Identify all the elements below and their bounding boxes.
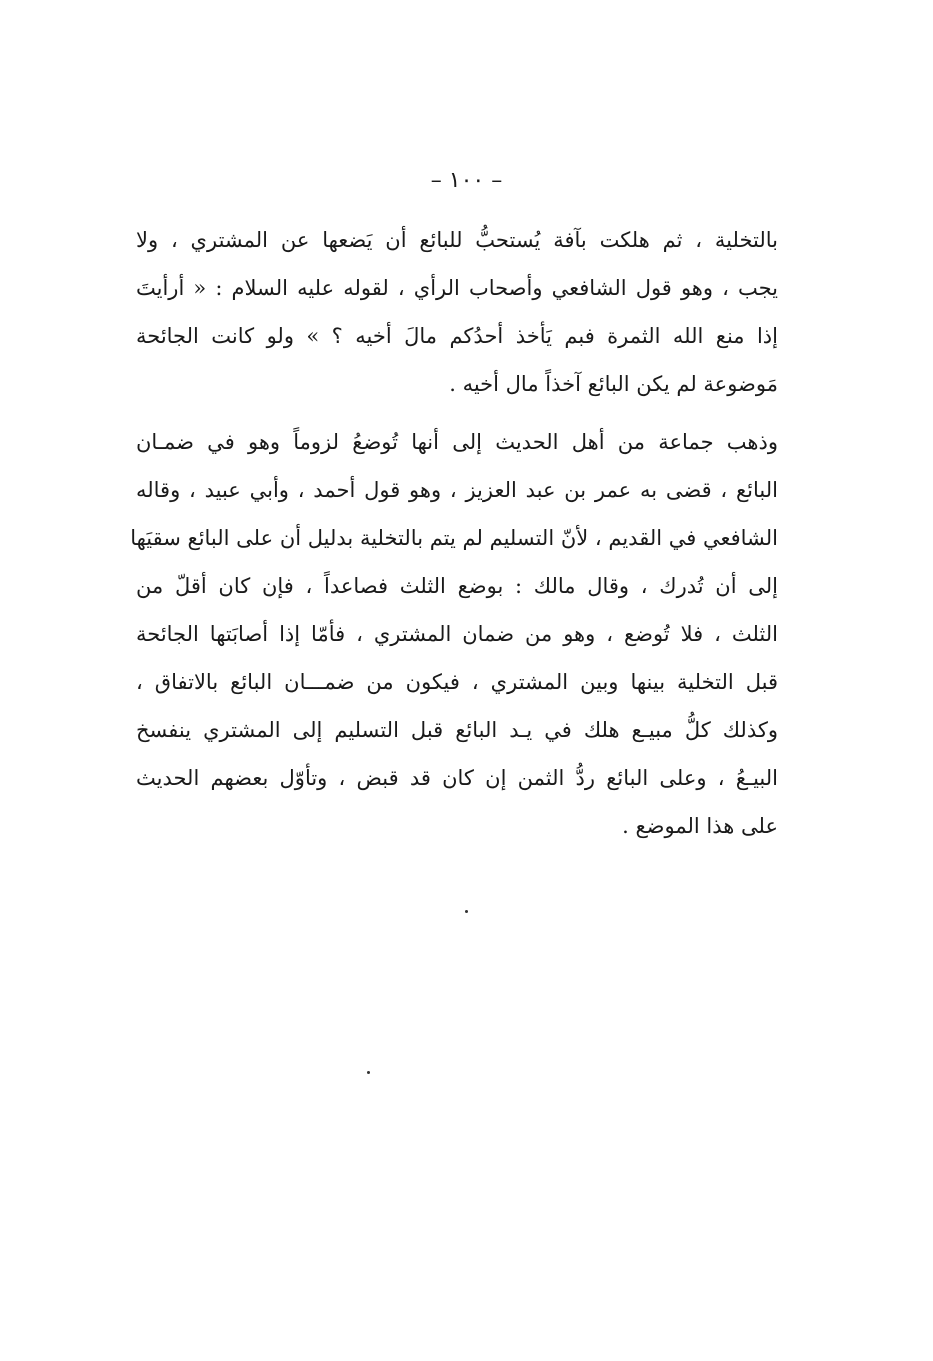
scan-speck [465, 910, 468, 913]
text-line: البيـعُ ، وعلى البائع ردُّ الثمن إن كان قد قبض ، وتأوّل بعضهم الحديث [136, 766, 778, 790]
page-number: – ١٠٠ – [430, 168, 503, 193]
text-line: على هذا الموضع . [622, 814, 778, 838]
scan-speck [367, 1071, 370, 1074]
text-line: بالتخلية ، ثم هلكت بآفة يُستحبُّ للبائع أن يَضعها عن المشتري ، ولا [136, 228, 778, 252]
text-line: قبل التخلية بينها وبين المشتري ، فيكون من ضمـــان البائع بالاتفاق ، [136, 670, 778, 694]
text-line: إذا منع الله الثمرة فبم يَأخذ أحدُكم مالَ أخيه ؟ » ولو كانت الجائحة [136, 324, 778, 348]
text-line: الثلث ، فلا تُوضع ، وهو من ضمان المشتري ، فأمّا إذا أصابَتها الجائحة [136, 622, 778, 646]
text-line: وكذلك كلُّ مبيـع هلك في يـد البائع قبل التسليم إلى المشتري ينفسخ [136, 718, 778, 742]
text-line: البائع ، قضى به عمر بن عبد العزيز ، وهو قول أحمد ، وأبي عبيد ، وقاله [136, 478, 778, 502]
text-line: مَوضوعة لم يكن البائع آخذاً مال أخيه . [449, 372, 778, 396]
text-line: وذهب جماعة من أهل الحديث إلى أنها تُوضعُ لزوماً وهو في ضمـان [136, 430, 778, 454]
paragraph-2 [130, 418, 778, 850]
text-line: الشافعي في القديم ، لأنّ التسليم لم يتم بالتخلية بدليل أن على البائع سقيَها [130, 526, 778, 550]
paragraph-1 [136, 216, 778, 408]
text-line: يجب ، وهو قول الشافعي وأصحاب الرأي ، لقوله عليه السلام : « أرأيتَ [136, 276, 778, 300]
text-line: إلى أن تُدرك ، وقال مالك : بوضع الثلث فصاعداً ، فإن كان أقلّ من [136, 574, 778, 598]
